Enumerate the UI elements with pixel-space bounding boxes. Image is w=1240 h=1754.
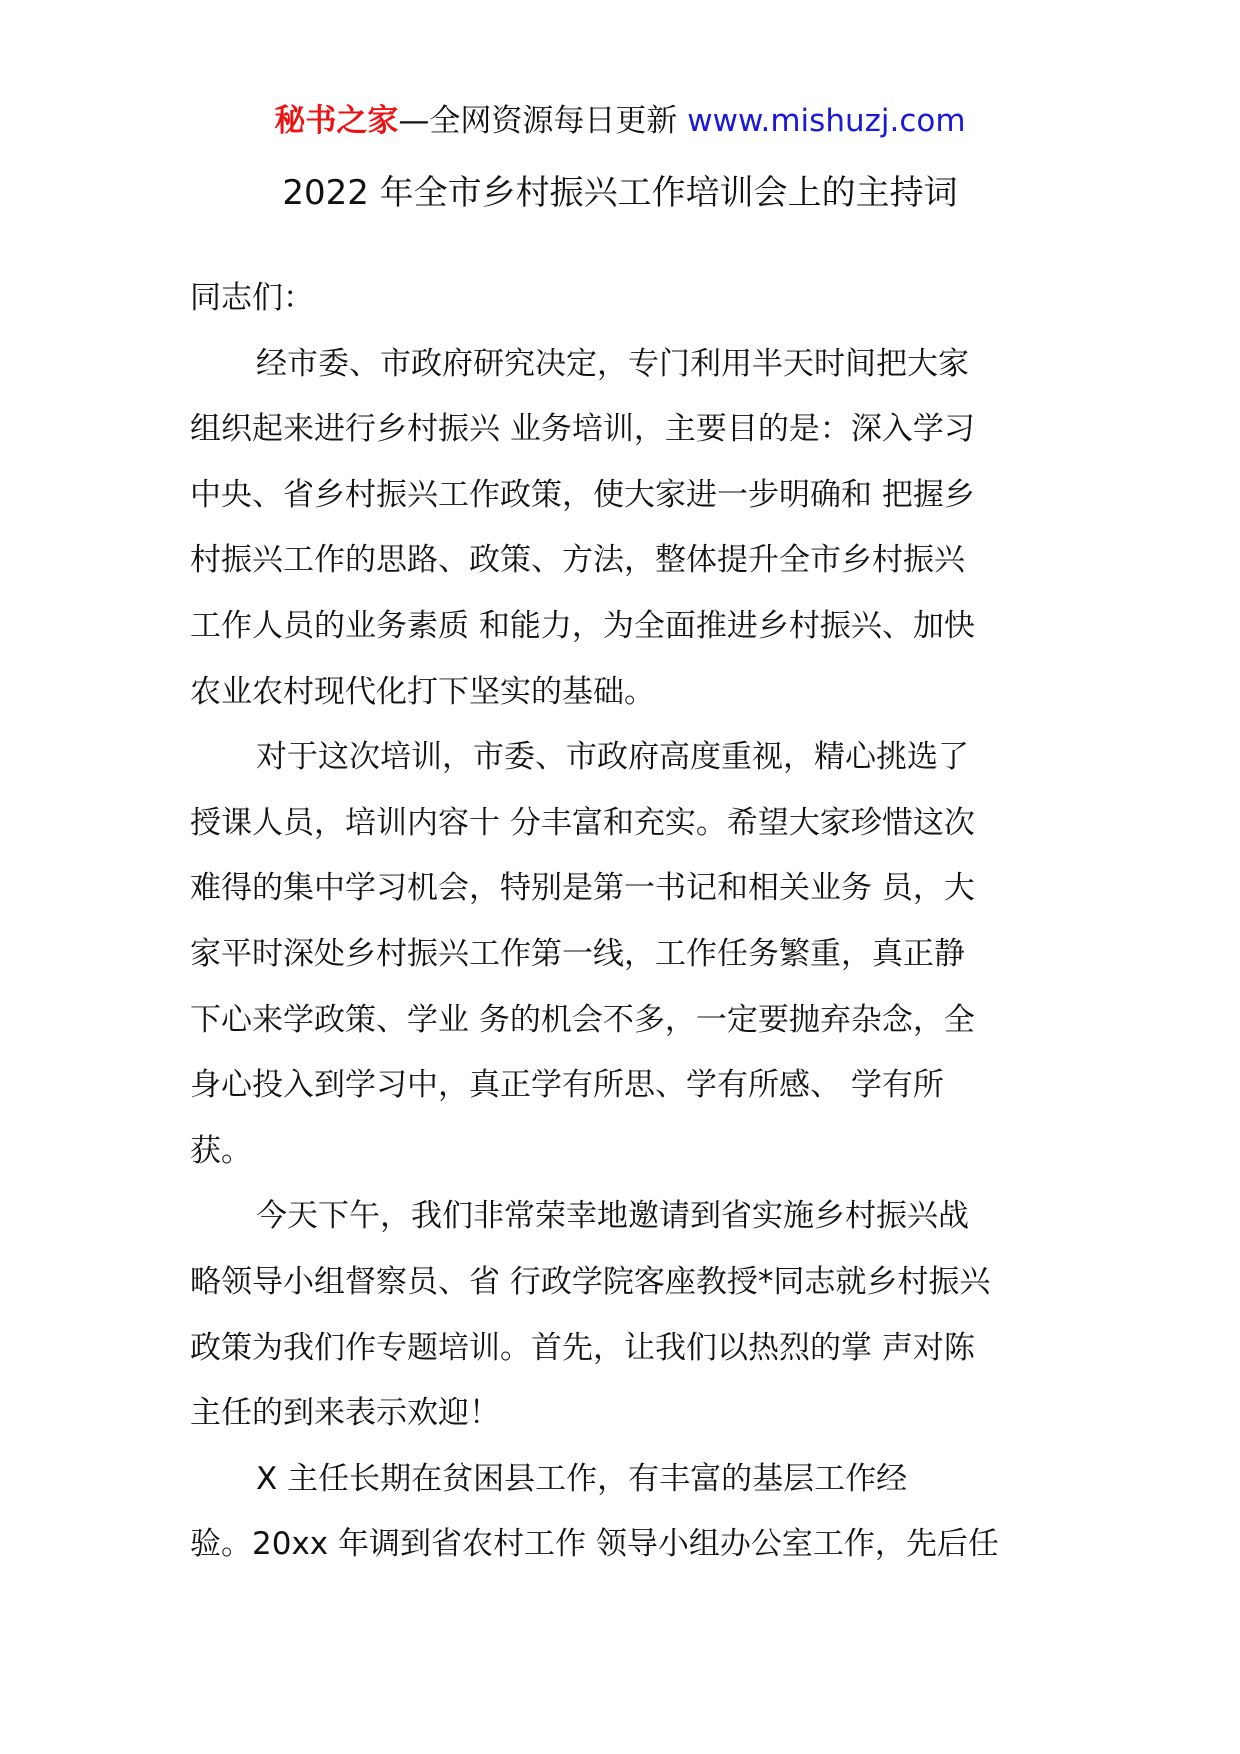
document-body <box>190 266 1070 1578</box>
paragraph-line: 下心来学政策、学业 务的机会不多，一定要抛弃杂念，全 <box>190 1001 975 1038</box>
paragraph-line: 身心投入到学习中，真正学有所思、学有所感、 学有所 <box>190 1067 944 1104</box>
watermark-header <box>0 98 1240 144</box>
paragraph-line: 村振兴工作的思路、政策、方法，整体提升全市乡村振兴 <box>190 542 965 579</box>
paragraph-line: 授课人员，培训内容十 分丰富和充实。希望大家珍惜这次 <box>190 804 975 841</box>
paragraph-line: 组织起来进行乡村振兴 业务培训，主要目的是：深入学习 <box>190 411 975 448</box>
paragraph-line: 政策为我们作专题培训。首先，让我们以热烈的掌 声对陈 <box>190 1329 975 1366</box>
paragraph-line: 略领导小组督察员、省 行政学院客座教授*同志就乡村振兴 <box>190 1263 991 1300</box>
brand-name: 秘书之家 <box>274 103 399 139</box>
document-title: 2022 年全市乡村振兴工作培训会上的主持词 <box>282 173 958 213</box>
paragraph-line: 难得的集中学习机会，特别是第一书记和相关业务 员，大 <box>190 870 975 907</box>
paragraph-line: X 主任长期在贫困县工作，有丰富的基层工作经 <box>256 1460 908 1497</box>
site-url-link[interactable]: www.mishuzj.com <box>687 103 966 139</box>
paragraph-line: 今天下午，我们非常荣幸地邀请到省实施乡村振兴战 <box>256 1198 969 1235</box>
paragraph-line: 经市委、市政府研究决定，专门利用半天时间把大家 <box>256 345 969 382</box>
paragraph-line: 对于这次培训，市委、市政府高度重视，精心挑选了 <box>256 739 969 776</box>
paragraph-line: 中央、省乡村振兴工作政策，使大家进一步明确和 把握乡 <box>190 476 975 513</box>
paragraph-line: 工作人员的业务素质 和能力，为全面推进乡村振兴、加快 <box>190 607 975 644</box>
salutation-line: 同志们： <box>190 280 314 316</box>
paragraph-line: 农业农村现代化打下坚实的基础。 <box>190 673 655 710</box>
header-tagline: —全网资源每日更新 <box>398 103 678 139</box>
paragraph-line: 验。20xx 年调到省农村工作 领导小组办公室工作，先后任 <box>190 1526 999 1563</box>
paragraph-line: 获。 <box>190 1132 252 1169</box>
paragraph-line: 主任的到来表示欢迎！ <box>190 1395 500 1432</box>
paragraph-line: 家平时深处乡村振兴工作第一线，工作任务繁重，真正静 <box>190 935 965 972</box>
